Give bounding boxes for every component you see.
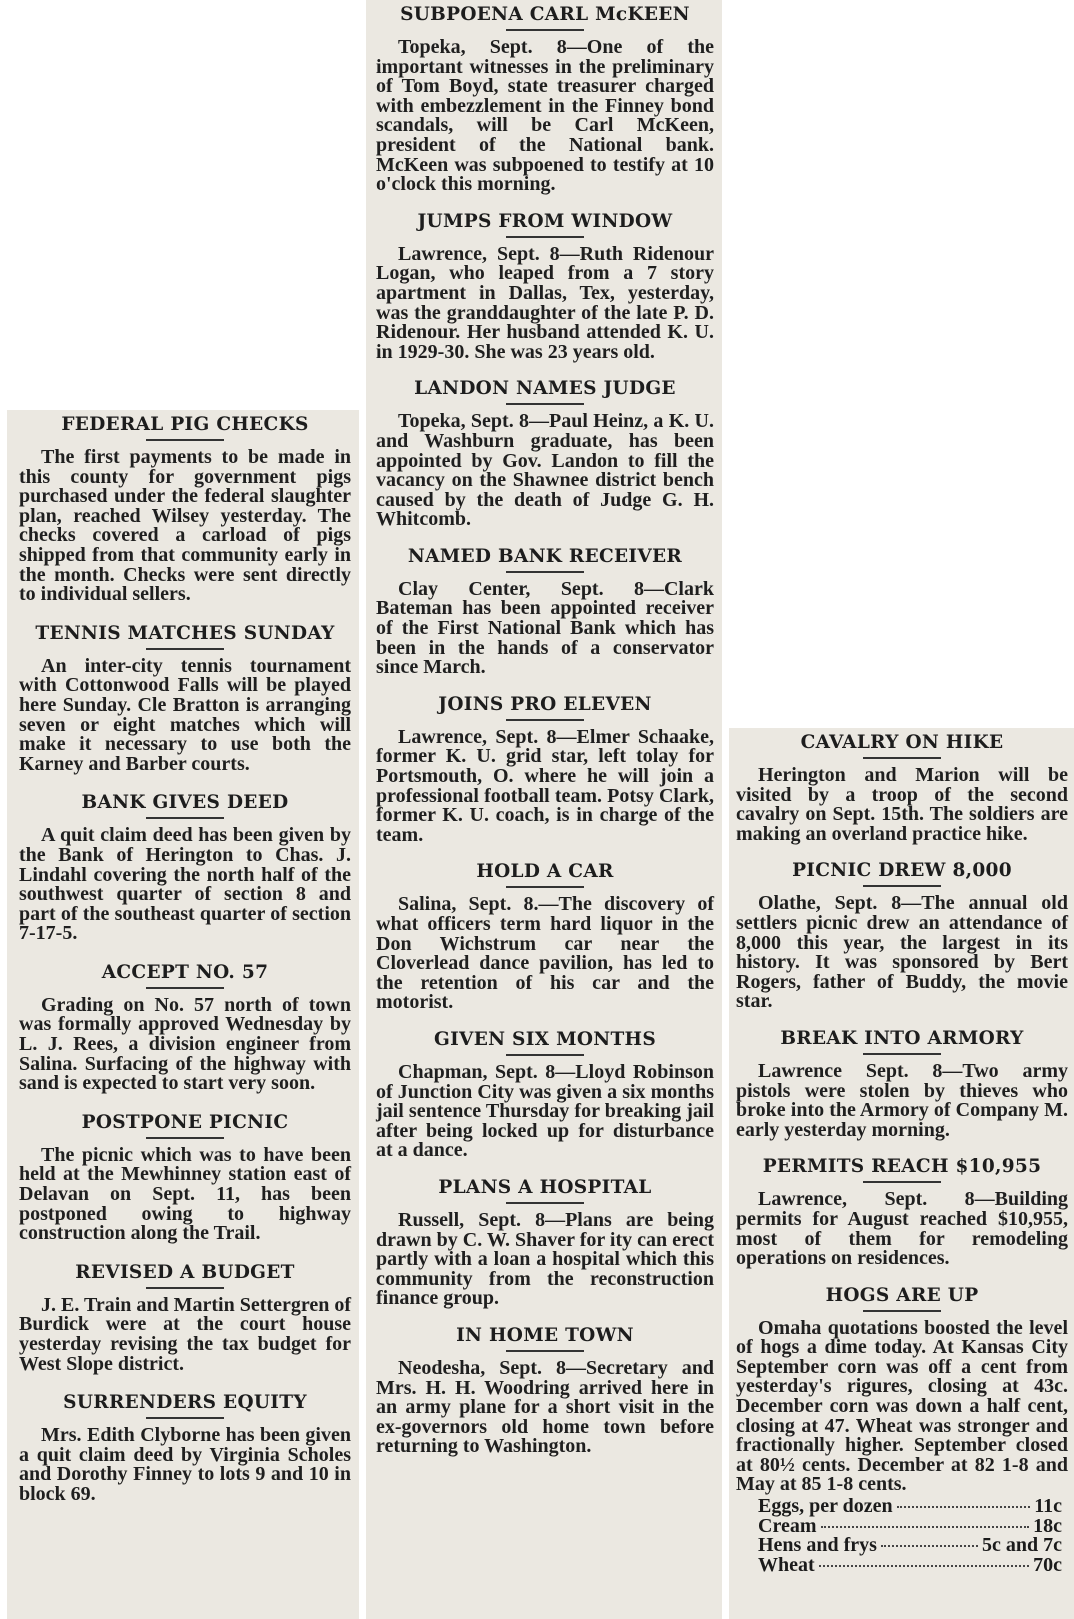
story-surrenders-equity	[19, 1388, 351, 1504]
market-item: Eggs, per dozen	[758, 1495, 893, 1518]
headline: HOGS ARE UP	[825, 1284, 979, 1306]
story-body: Topeka, Sept. 8—Paul Heinz, a K. U. and Washburn graduate, has been appointed by Gov. Landon to fill the vacancy on the Shawnee district bench caused by the death of Judge G. H. Whitcomb.	[376, 410, 714, 531]
headline: IN HOME TOWN	[456, 1324, 634, 1346]
story-body: Mrs. Edith Clyborne has been given a quit claim deed by Virginia Scholes and Dorothy Finney to lots 9 and 10 in block 69.	[19, 1424, 351, 1505]
story-body: Chapman, Sept. 8—Lloyd Robinson of Junction City was given a six months jail sentence Thursday for breaking jail after being locked up for disturbance at a dance.	[376, 1060, 714, 1162]
headline: PLANS A HOSPITAL	[438, 1176, 652, 1198]
headline-rule	[863, 1181, 941, 1183]
headline-rule	[506, 236, 584, 238]
headline: CAVALRY ON HIKE	[800, 732, 1004, 753]
story-body: Grading on No. 57 north of town was formally approved Wednesday by L. J. Rees, a division engineer from Salina. Surfacing of the highway with sand is expected to start very soon.	[19, 993, 351, 1095]
headline-rule	[863, 757, 941, 759]
story-body: Russell, Sept. 8—Plans are being drawn by C. W. Shaver for ity can erect partly with a loan a hospital which this community from the reconstruction finance group.	[376, 1208, 714, 1310]
story-body: Lawrence, Sept. 8—Elmer Schaake, former K. U. grid star, left tolay for Portsmouth, O. where he will join a professional football team. Potsy Clark, former K. U. coach, is in charge of the team.	[376, 725, 714, 846]
story-body: Salina, Sept. 8.—The discovery of what officers term hard liquor in the Don Wichstrum car near the Cloverlead dance pavilion, has led to the retention of his car and the motorist.	[376, 893, 714, 1014]
headline-rule	[146, 1137, 224, 1139]
headline-rule	[863, 1053, 941, 1055]
story-body: Herington and Marion will be visited by a troop of the second cavalry on Sept. 15th. The soldiers are making an overland practice hike.	[736, 764, 1068, 845]
story-body: Lawrence, Sept. 8—Ruth Ridenour Logan, who leaped from a 7 story apartment in Dallas, Tex, yesterday, was the granddaughter of the late P. D. Ridenour. Her husband attended K. U. in 1929-30. She was 23 years old.	[376, 242, 714, 363]
story-plans-a-hospital	[376, 1173, 714, 1309]
headline: PERMITS REACH $10,955	[762, 1156, 1042, 1178]
story-subpoena-carl-mckeen	[376, 0, 714, 195]
headline: TENNIS MATCHES SUNDAY	[35, 622, 335, 644]
story-named-bank-receiver	[376, 542, 714, 678]
headline-rule	[506, 571, 584, 573]
story-body: Lawrence, Sept. 8—Building permits for August reached $10,955, most of them for remodeling operations on residences.	[736, 1188, 1068, 1270]
headline-rule	[146, 1417, 224, 1419]
market-row	[758, 1497, 1062, 1517]
story-body: Topeka, Sept. 8—One of the important witnesses in the preliminary of Tom Boyd, state treasurer charged with embezzlement in the Finney bond scandals, will be Carl McKeen, president of the National bank. McKeen was subpoened to testify at 10 o'clock this morning.	[376, 36, 714, 196]
column-left	[7, 410, 359, 1619]
headline: LANDON NAMES JUDGE	[414, 378, 676, 400]
column-right	[729, 728, 1074, 1619]
headline-rule	[506, 886, 584, 888]
market-price: 70c	[1033, 1553, 1062, 1576]
story-body: Omaha quotations boosted the level of hogs a dime today. At Kansas City September corn was off a cent from yesterday's rigures, closing at 43c. December corn was down a half cent, closing at 47. Wheat was stronger and fractionally higher. September closed at 80½ cents. December at 82 1-8 and May at 85 1-8 cents.	[736, 1316, 1068, 1496]
story-permits-reach	[736, 1152, 1068, 1268]
dot-leader	[897, 1506, 1031, 1508]
headline: SUBPOENA CARL McKEEN	[400, 4, 690, 25]
story-landon-names-judge	[376, 374, 714, 530]
headline-rule	[146, 439, 224, 441]
headline: JOINS PRO ELEVEN	[438, 693, 652, 715]
story-body: A quit claim deed has been given by the Bank of Herington to Chas. J. Lindahl covering the north half of the southwest quarter of section 8 and part of the southeast quarter of section 7-17-5.	[19, 824, 351, 945]
headline-rule	[146, 817, 224, 819]
story-tennis-matches	[19, 619, 351, 775]
story-hold-a-car	[376, 857, 714, 1013]
story-body: Lawrence Sept. 8—Two army pistols were stolen by thieves who broke into the Armory of Company M. early yesterday morning.	[736, 1059, 1068, 1141]
story-body: Clay Center, Sept. 8—Clark Bateman has been appointed receiver of the First National Bank which has been in the hands of a conservator since March.	[376, 577, 714, 679]
story-in-home-town	[376, 1321, 714, 1457]
story-body: An inter-city tennis tournament with Cottonwood Falls will be played here Sunday. Cle Bratton is arranging seven or eight matches which will make it necessary to use both the Karney and Barber courts.	[19, 654, 351, 775]
story-body: The first payments to be made in this county for government pigs purchased under the federal slaughter plan, reached Wilsey yesterday. The checks covered a carload of pigs shipped from that community early in the month. Checks were sent directly to individual sellers.	[19, 446, 351, 606]
market-item: Cream	[758, 1514, 817, 1537]
market-row	[758, 1536, 1062, 1556]
market-item: Wheat	[758, 1553, 815, 1576]
story-revised-budget	[19, 1258, 351, 1374]
headline: BREAK INTO ARMORY	[780, 1027, 1024, 1049]
dot-leader	[881, 1545, 978, 1547]
headline: HOLD A CAR	[476, 861, 614, 883]
story-joins-pro-eleven	[376, 690, 714, 846]
story-break-into-armory	[736, 1024, 1068, 1140]
headline-rule	[506, 1054, 584, 1056]
headline-rule	[506, 719, 584, 721]
story-picnic-drew	[736, 856, 1068, 1012]
headline-rule	[863, 885, 941, 887]
headline: REVISED A BUDGET	[75, 1261, 295, 1283]
headline: SURRENDERS EQUITY	[63, 1392, 307, 1414]
column-middle	[366, 0, 722, 1619]
story-body: Neodesha, Sept. 8—Secretary and Mrs. H. H. Woodring arrived here in an army plane for a short visit in the ex-governors old home town before returning to Washington.	[376, 1356, 714, 1458]
story-accept-no-57	[19, 958, 351, 1094]
story-hogs-are-up	[736, 1281, 1068, 1576]
story-federal-pig-checks	[19, 410, 351, 605]
headline: BANK GIVES DEED	[81, 792, 289, 814]
story-postpone-picnic	[19, 1108, 351, 1244]
market-price: 18c	[1033, 1514, 1062, 1537]
market-price-list	[736, 1497, 1068, 1575]
market-price: 11c	[1034, 1495, 1062, 1518]
headline-rule	[146, 648, 224, 650]
story-cavalry-on-hike	[736, 728, 1068, 844]
headline-rule	[506, 29, 584, 31]
headline: NAMED BANK RECEIVER	[407, 545, 683, 567]
story-bank-gives-deed	[19, 788, 351, 944]
story-given-six-months	[376, 1025, 714, 1161]
story-jumps-from-window	[376, 207, 714, 363]
headline-rule	[506, 403, 584, 405]
headline-rule	[506, 1202, 584, 1204]
market-row	[758, 1553, 1062, 1576]
headline-rule	[506, 1350, 584, 1352]
market-price: 5c and 7c	[982, 1534, 1062, 1557]
headline: JUMPS FROM WINDOW	[417, 210, 673, 232]
headline-rule	[146, 1287, 224, 1289]
headline-rule	[863, 1310, 941, 1312]
market-item: Hens and frys	[758, 1534, 877, 1557]
headline: POSTPONE PICNIC	[81, 1111, 289, 1133]
story-body: The picnic which was to have been held at the Mewhinney station east of Delavan on Sept. 11, has been postponed owing to highway construction along the Trail.	[19, 1143, 351, 1245]
dot-leader	[819, 1565, 1029, 1567]
story-body: Olathe, Sept. 8—The annual old settlers picnic drew an attendance of 8,000 this year, the largest in its history. It was sponsored by Bert Rogers, father of Buddy, the movie star.	[736, 892, 1068, 1013]
headline: GIVEN SIX MONTHS	[434, 1028, 656, 1050]
dot-leader	[821, 1526, 1030, 1528]
story-body: J. E. Train and Martin Settergren of Burdick were at the court house yesterday revising the tax budget for West Slope district.	[19, 1293, 351, 1375]
headline: ACCEPT NO. 57	[101, 961, 269, 983]
headline: FEDERAL PIG CHECKS	[61, 414, 309, 435]
headline: PICNIC DREW 8,000	[792, 860, 1012, 882]
headline-rule	[146, 987, 224, 989]
